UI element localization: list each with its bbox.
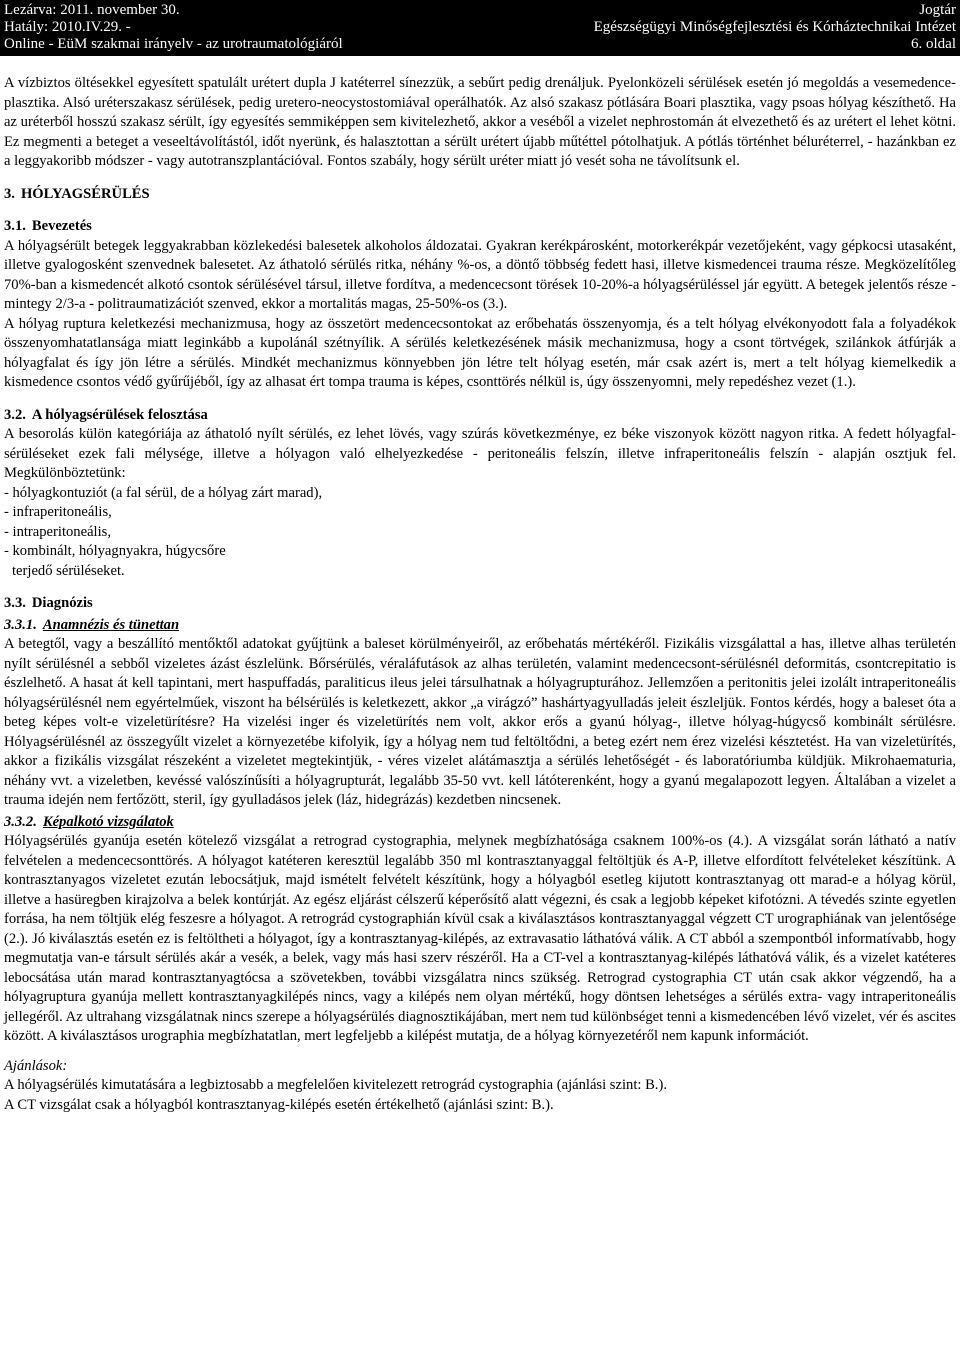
section-number: 3. (4, 185, 15, 202)
paragraph: A hólyagsérült betegek leggyakrabban közlekedési balesetek alkoholos áldozatai. Gyakran kerékpárosként, motorkerékpár vezetőjeként, vagy gépkocsi utasaként, illetve gyalogosként szenvednek balesetet. Az áthatoló sérülés ritka, néhány %-os, a döntő többség fedett hasi, illetve kismedencei trauma része. Megközelítőleg 70%-ban a kismedencét alkotó csontok sérülésével társul, illetve fordítva, a medencecsont törések 10-20%-a hólyagsérüléssel jár együtt. A betegek jelentős része - mintegy 2/3-a - politraumatizációt szenved, ekkor a mortalitás magas, 25-50%-os (3.). (4, 237, 956, 312)
header-page-number: 6. oldal (911, 36, 956, 52)
section-title: Diagnózis (31, 595, 93, 611)
section-heading-3 (4, 185, 956, 205)
intro-paragraph: A vízbiztos öltésekkel egyesített spatulált urétert dupla J katéterrel sínezzük, a sebűrt pedig drenáljuk. Pyelonközeli sérülések esetén jó megoldás a vesemedence-plasztika. Alsó uréterszakasz sérülések, pedig uretero-neocystostomiával operálhatók. Az alsó szakasz pótlására Boari plasztika, vagy psoas hólyag készíthető. Ha az uréterből hosszú szakasz sérült, így egyesítés semmiképpen sem kivitelezhető, akkor a veséből a vizelet nephrostomán át elvezethető és az urétert el lehet kötni. Ez megmenti a beteget a veseeltávolítástól, időt nyerünk, és halasztottan a sérült urétert újabb műtéttel pótolhatjuk. A pótlás történhet béluréterrel, - hazánkban ez a leggyakoribb módszer - vagy autotranszplantációval. Fontos szabály, hogy sérült uréter miatt jó vesét soha ne távolítsunk el. (4, 75, 956, 169)
list-item: - hólyagkontuziót (a fal sérül, de a hólyag zárt marad), (4, 484, 323, 501)
section-heading-3-3-2 (4, 813, 956, 833)
section-title: Anamnézis és tünettan (42, 616, 180, 633)
section-title: A hólyagsérülések felosztása (31, 406, 208, 423)
section-title: HÓLYAGSÉRÜLÉS (20, 185, 150, 202)
section-number: 3.3.1. (4, 616, 37, 633)
paragraph: A hólyag ruptura keletkezési mechanizmusa, hogy az összetört medencecsontokat az erőbehatás összenyomja, és a telt hólyag elvékonyodott fala a folyadékok összenyomhatatlansága miatt leginkább a kupolánál szétnyílik. A sérülés keletkezésének másik mechanizmusa, hogy a csont törtvégek, szilánkok átfúrják a hólyagfalat és így jön létre a sérülés. Mindkét mechanizmus könnyebben jön létre telt hólyag esetén, már csak azért is, mert a telt hólyag kiemelkedik a kismedence csontos védő gyűrűjéből, így az alhasat ért tompa trauma is képes, csonttörés nélkül is, úgy összenyomni, mely repedéshez vezet (1.). (4, 315, 956, 390)
section-number: 3.2. (4, 406, 26, 423)
page-header (0, 0, 960, 56)
list-item: - kombinált, hólyagnyakra, húgycsőre (4, 543, 226, 559)
list-item: - infraperitoneális, (4, 504, 112, 520)
section-number: 3.3.2. (4, 813, 37, 830)
section-number: 3.3. (4, 595, 26, 611)
recommendations-title: Ajánlások: (4, 1057, 68, 1074)
header-right (594, 2, 956, 53)
section-heading-3-1 (4, 217, 956, 237)
paragraph: Hólyagsérülés gyanúja esetén kötelező vizsgálat a retrograd cystographia, melynek megbízhatósága csaknem 100%-os (4.). A vizsgálat során látható a natív felvételen a medencecsonttörés. A hólyagot katéteren keresztül legalább 350 ml kontrasztanyaggal feltöltjük és A-P, illetve elfordított felvételeket készítünk. A kontrasztanyagos vizeletet ezután lebocsátjuk, majd ismételt felvételt készítünk, hogy a hólyagból esetleg kijutott kontrasztanyag ott marad-e a hólyag körül, illetve a hasüregben kirajzolva a belek kontúrját. Az egész eljárást célszerű képerősítő alatt végezni, és csak a legjobb képeket kifotózni. A tévedés szinte egyetlen forrása, ha nem töltjük elég feszesre a hólyagot. A retrográd cystographián kívül csak a kiválasztásos kontrasztanyaggal végzett CT urographiának van jelentősége (2.). Jó kiválasztás esetén ez is feltöltheti a hólyagot, így a kontrasztanyag-kilépés, az extravasatio láthatóvá válik. A CT abból a szempontból informatívabb, hogy megmutatja van-e társult sérülés akár a vesék, a belek, vagy más hasi szerv részéről. Ha a CT-vel a kontrasztanyag-kilépés láthatóvá válik, és a vizelet katéteres lebocsátása után marad kontrasztanyagtócsa a szövetekben, további vizsgálatra nincs szükség. Retrograd cystographia CT után csak akkor végzendő, ha a hólyagruptura gyanúja mellett kontrasztanyagkilépés nincs, vagy a kilépés nem olyan mértékű, hogy döntsen lehetséges a sérülés extra- vagy intraperitoneális jellegéről. Az ultrahang vizsgálatnak nincs szerepe a hólyagsérülés diagnosztikájában, mert nem tud különbséget tenni a kismedencében lévő vizelet, vér és ascites között. A kiválasztásos urographia megbízhatatlan, mert legfeljebb a kilépést mutatja, de a hólyag környezetéről nem kapunk információt. (4, 833, 956, 1044)
paragraph: A betegtől, vagy a beszállító mentőktől adatokat gyűjtünk a baleset körülményeiről, az erőbehatás mértékéről. Fizikális vizsgálattal a has, illetve alhas területén nyílt sérülésnél a sebből vizeletes ázást észlelünk. Bőrsérülés, véraláfutások az alhas területén, valamint medencecsont-sérülésnél deformitás, csontcrepitatio is észlelhető. A hasat át kell tapintani, mert haspuffadás, paraliticus ileus jelei társulhatnak a hólyagrupturához. Jellemzően a peritonitis jelei izolált intraperitoneális hólyagsérülésnél nem egyértelműek, viszont ha bélsérülés is keletkezett, akkor „a virágzó” hashártyagyulladás jeleit észleljük. Fontos kérdés, hogy a baleset óta a beteg képes volt-e vizeletürítésre? Ha vizelési inger és vizeletürítés nem volt, akkor erős a gyanú hólyag-, illetve hólyag-húgycső kombinált sérülésre. Hólyagsérülésnél az összegyűlt vizelet a környezetébe kifolyik, így a hólyag nem tud feltöltődni, a beteg ezért nem érez vizelési késztetést. Ha van vizeletürítés, akkor a fizikális vizsgálat részeként a vizeletet megtekintjük, - véres vizelet alátámasztja a sérülés lehetőségét - és laboratóriumba küldjük. Mikrohaematuria, néhány vvt. a vizeletben, kevéssé valószínűsíti a hólyagrupturát, legalább 35-50 vvt. kell látóterenként, hogy a gyanú megalapozott legyen. Általában a vizelet a trauma idején nem fertőzött, steril, így gyulladásos jelek (láz, hidegrázás) kezdetben nincsenek. (4, 636, 956, 808)
section-heading-3-3 (4, 594, 956, 614)
section-heading-3-3-1 (4, 616, 956, 636)
header-closed-date: Lezárva: 2011. november 30. (4, 2, 180, 18)
header-document-title: Online - EüM szakmai irányelv - az urotraumatológiáról (4, 36, 343, 52)
paragraph: A besorolás külön kategóriája az áthatoló nyílt sérülés, ez lehet lövés, vagy szúrás következménye, ez béke viszonyok között nagyon ritka. A fedett hólyagfal-sérüléseket ezek fali mélysége, illetve a hólyagon való elhelyezkedése - peritoneális felszín, illetve infraperitoneális felszín - alapján osztjuk fel. Megkülönböztetünk: (4, 426, 956, 481)
recommendation-item: A hólyagsérülés kimutatására a legbiztosabb a megfelelően kivitelezett retrográd cystographia (ajánlási szint: B.). (4, 1077, 667, 1093)
list-item-continuation: terjedő sérüléseket. (12, 562, 125, 579)
header-source: Jogtár (919, 2, 956, 18)
section-title: Bevezetés (31, 218, 92, 234)
section-number: 3.1. (4, 218, 26, 234)
document-body (4, 74, 956, 1115)
header-effective-date: Hatály: 2010.IV.29. - (4, 19, 131, 35)
section-heading-3-2 (4, 406, 956, 426)
recommendation-item: A CT vizsgálat csak a hólyagból kontrasztanyag-kilépés esetén értékelhető (ajánlási szint: B.). (4, 1096, 554, 1113)
header-institute: Egészségügyi Minőségfejlesztési és Kórháztechnikai Intézet (593, 19, 956, 35)
header-left (4, 2, 343, 53)
list-item: - intraperitoneális, (4, 523, 111, 540)
section-title: Képalkotó vizsgálatok (42, 813, 174, 830)
